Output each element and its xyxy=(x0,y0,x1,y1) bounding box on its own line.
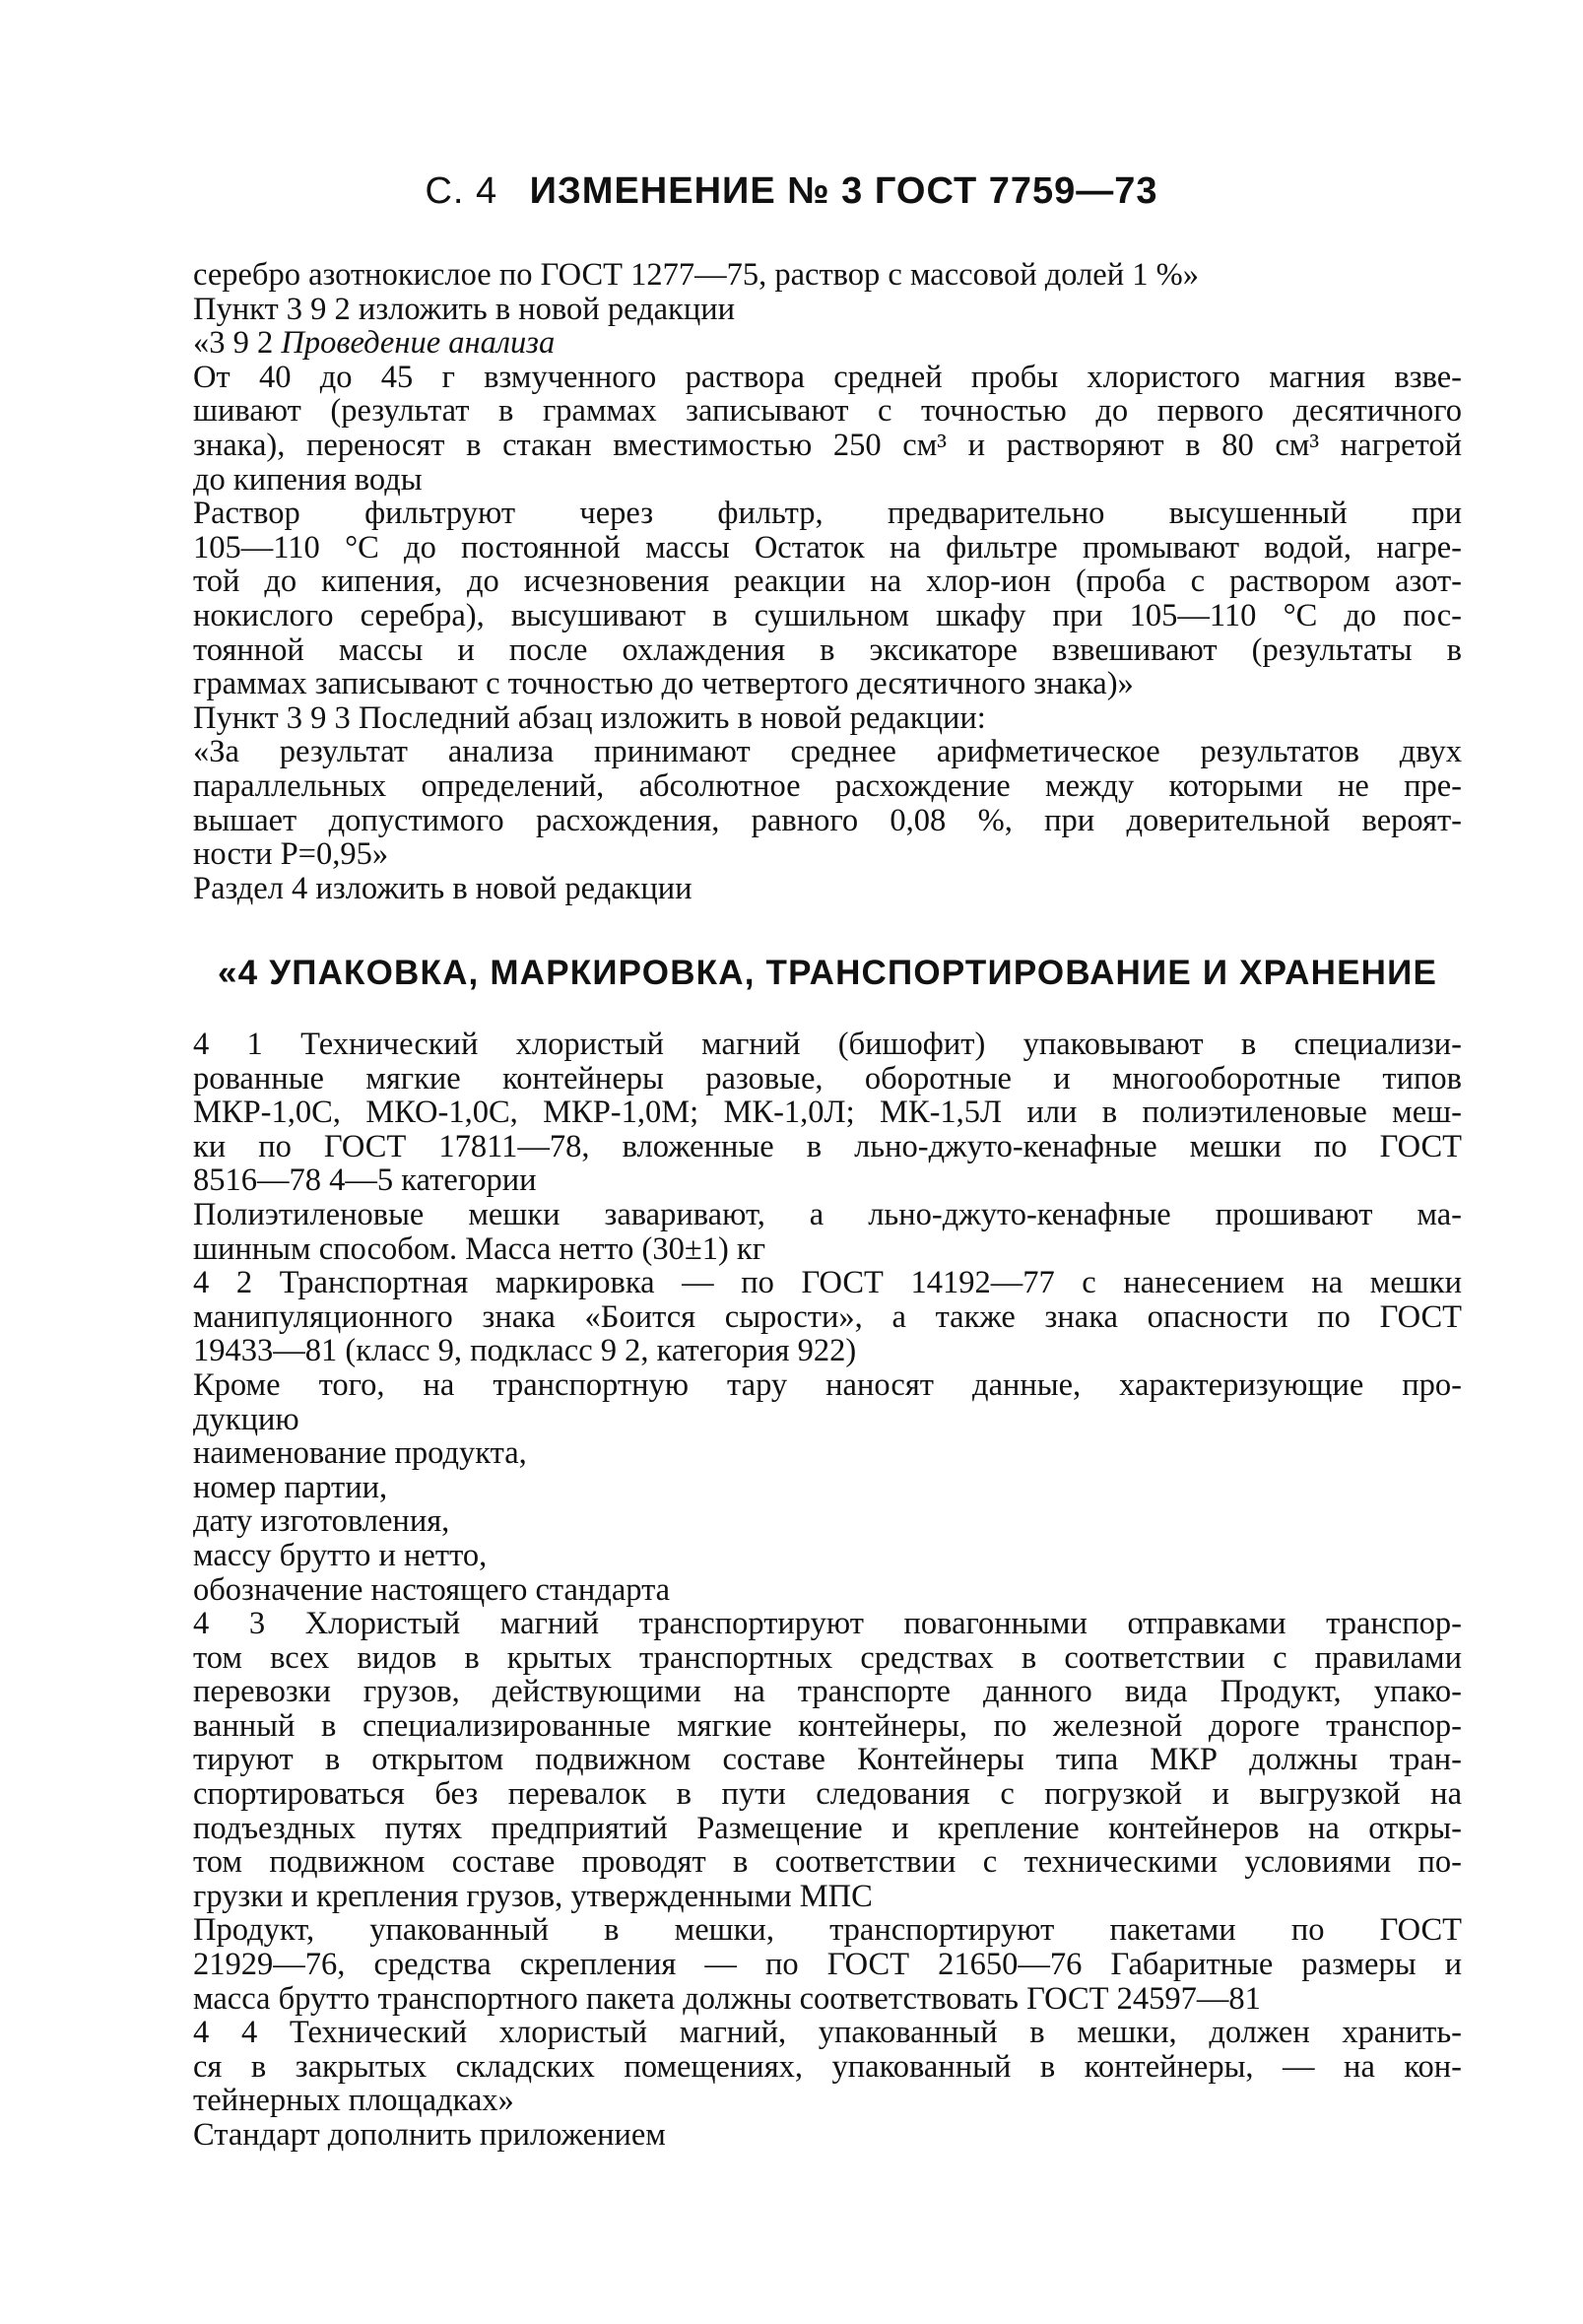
text-line: 105—110 °С до постоянной массы Остаток на фильтре промывают водой, нагре- xyxy=(193,530,1462,565)
text-block-analysis xyxy=(193,258,1462,905)
page-title: ИЗМЕНЕНИЕ № 3 ГОСТ 7759—73 xyxy=(529,170,1158,212)
text-line: ванный в специализированные мягкие контейнеры, по железной дороге транспор- xyxy=(193,1708,1462,1744)
text-line: 4 3 Хлористый магний транспортируют повагонными отправками транспор- xyxy=(193,1607,1462,1641)
text-line: том всех видов в крытых транспортных средствах в соответствии с правилами xyxy=(193,1640,1462,1676)
text-line: 4 1 Технический хлористый магний (бишофит) упаковывают в специализи- xyxy=(193,1028,1462,1062)
text-line: 21929—76, средства скрепления — по ГОСТ 21650—76 Габаритные размеры и xyxy=(193,1948,1462,1982)
text-line: подъездных путях предприятий Размещение и крепление контейнеров на откры- xyxy=(193,1811,1462,1846)
text-line: рованные мягкие контейнеры разовые, оборотные и многооборотные типов xyxy=(193,1061,1462,1096)
text-line: «За результат анализа принимают среднее арифметическое результатов двух xyxy=(193,735,1462,769)
text-line: граммах записывают с точностью до четвертого десятичного знака)» xyxy=(193,667,1134,701)
text-line: вышает допустимого расхождения, равного 0,08 %, при доверительной вероят- xyxy=(193,803,1462,838)
text-line: знака), переносят в стакан вместимостью 250 см³ и растворяют в 80 см³ нагретой xyxy=(193,428,1462,463)
text-line: параллельных определений, абсолютное расхождение между которыми не пре- xyxy=(193,768,1462,804)
text-line: масса брутто транспортного пакета должны соответствовать ГОСТ 24597—81 xyxy=(193,1981,1261,2017)
text-line: дату изготовления, xyxy=(193,1504,450,1539)
text-line: тейнерных площадках» xyxy=(193,2084,514,2118)
text-line: грузки и крепления грузов, утвержденными МПС xyxy=(193,1879,873,1914)
text-line: той до кипения, до исчезновения реакции на хлор-ион (проба с раствором азот- xyxy=(193,564,1462,599)
page-number: С. 4 xyxy=(425,170,498,212)
text-line: Кроме того, на транспортную тару наносят данные, характеризующие про- xyxy=(193,1367,1462,1403)
text-line: 4 4 Технический хлористый магний, упакованный в мешки, должен хранить- xyxy=(193,2016,1462,2050)
text-line: номер партии, xyxy=(193,1470,388,1505)
text-line: 4 2 Транспортная маркировка — по ГОСТ 14192—77 с нанесением на мешки xyxy=(193,1266,1462,1300)
text-line: От 40 до 45 г взмученного раствора средней пробы хлористого магния взве- xyxy=(193,360,1462,395)
text-line: Пункт 3 9 2 изложить в новой редакции xyxy=(193,292,735,327)
text-line: том подвижном составе проводят в соответствии с техническими условиями по- xyxy=(193,1845,1462,1880)
text-line: Стандарт дополнить приложением xyxy=(193,2118,666,2153)
text-line: тируют в открытом подвижном составе Контейнеры типа МКР должны тран- xyxy=(193,1743,1462,1778)
text-line: ности P=0,95» xyxy=(193,837,389,872)
text-line: шинным способом. Масса нетто (30±1) кг xyxy=(193,1231,766,1267)
text-line: обозначение настоящего стандарта xyxy=(193,1572,671,1608)
text-line: «3 9 2 Проведение анализа xyxy=(193,326,556,361)
text-line: шивают (результат в граммах записывают с точностью до первого десятичного xyxy=(193,394,1462,429)
text-line: 19433—81 (класс 9, подкласс 9 2, категория 922) xyxy=(193,1334,857,1368)
text-line: спортироваться без перевалок в пути следования с погрузкой и выгрузкой на xyxy=(193,1777,1462,1812)
text-line: тоянной массы и после охлаждения в эксикаторе взвешивают (результаты в xyxy=(193,632,1462,668)
text-line: массу брутто и нетто, xyxy=(193,1538,488,1573)
text-line: Продукт, упакованный в мешки, транспортируют пакетами по ГОСТ xyxy=(193,1913,1462,1949)
text-line: 8516—78 4—5 категории xyxy=(193,1163,537,1198)
text-line: до кипения воды xyxy=(193,462,423,498)
text-line: серебро азотнокислое по ГОСТ 1277—75, раствор с массовой долей 1 %» xyxy=(193,258,1199,293)
text-line: Раздел 4 изложить в новой редакции xyxy=(193,871,693,906)
text-line: Раствор фильтруют через фильтр, предварительно высушенный при xyxy=(193,497,1462,531)
text-line: наименование продукта, xyxy=(193,1436,527,1471)
text-line: нокислого серебра), высушивают в сушильном шкафу при 105—110 °С до пос- xyxy=(193,598,1462,633)
text-block-packaging xyxy=(193,1028,1462,2153)
text-line: дукцию xyxy=(193,1402,299,1437)
text-line: перевозки грузов, действующими на транспорте данного вида Продукт, упако- xyxy=(193,1675,1462,1709)
page-header xyxy=(0,169,1583,213)
text-line: Пункт 3 9 3 Последний абзац изложить в новой редакции: xyxy=(193,700,986,736)
text-line: МКР-1,0С, МКО-1,0С, МКР-1,0М; МК-1,0Л; МК-1,5Л или в полиэтиленовые меш- xyxy=(193,1096,1462,1130)
section-heading: «4 УПАКОВКА, МАРКИРОВКА, ТРАНСПОРТИРОВАНИЕ И ХРАНЕНИЕ xyxy=(217,954,1438,992)
text-line: ки по ГОСТ 17811—78, вложенные в льно-джуто-кенафные мешки по ГОСТ xyxy=(193,1129,1462,1164)
text-line: Полиэтиленовые мешки заваривают, а льно-джуто-кенафные прошивают ма- xyxy=(193,1197,1462,1232)
text-line: манипуляционного знака «Боится сырости», а также знака опасности по ГОСТ xyxy=(193,1299,1462,1335)
text-line: ся в закрытых складских помещениях, упакованный в контейнеры, — на кон- xyxy=(193,2049,1462,2085)
